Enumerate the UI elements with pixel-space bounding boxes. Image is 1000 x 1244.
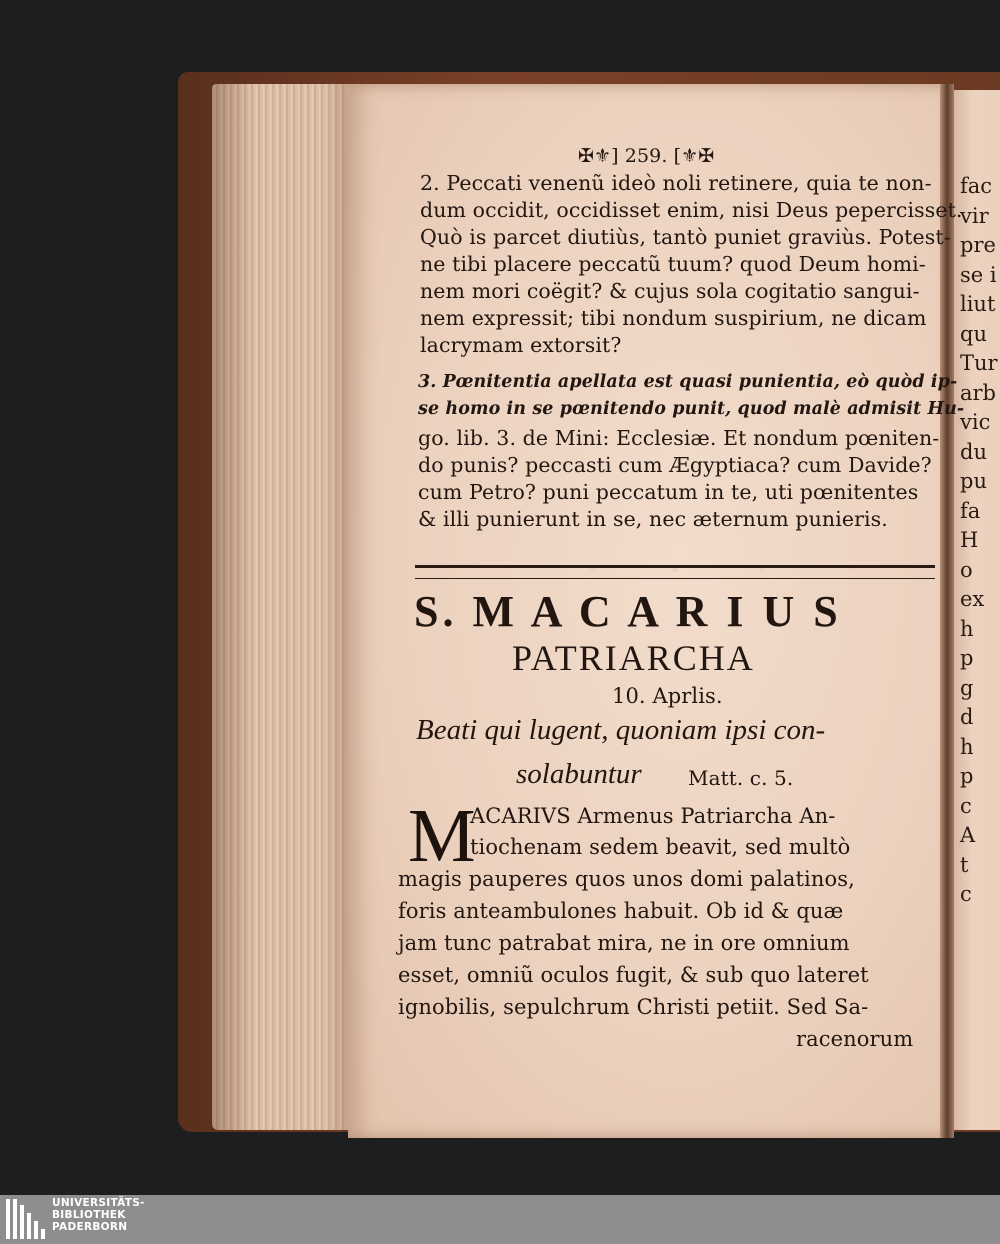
text-line: jam tunc patrabat mira, ne in ore omnium [398,931,850,955]
facing-page-line: g [960,675,974,700]
saint-subtitle: PATRIARCHA [512,638,755,678]
text-line: magis pauperes quos unos domi palatinos, [398,867,855,891]
body-line: tiochenam sedem beavit, sed multò [470,835,851,859]
facing-page-line: fa [960,498,981,523]
facing-page-line: liut [960,292,996,316]
rule-gap [672,568,678,572]
facing-page-line: vic [960,410,991,434]
text-line: do punis? peccasti cum Ægyptiaca? cum Davide? [418,453,932,477]
page-block-shade [212,84,352,1130]
facing-page-line: pu [960,469,987,493]
facing-page-line: d [960,705,974,729]
text-line: 2. Peccati venenũ ideò noli retinere, quia te non- [420,171,932,195]
text-line: dum occidit, occidisset enim, nisi Deus pepercisset. [420,198,963,222]
text-line: 3. Pœnitentia apellata est quasi punientia, eò quòd ip- [418,372,958,392]
text-line: ignobilis, sepulchrum Christi petiit. Sed Sa- [398,995,869,1019]
facing-page-line: Tur [960,351,998,375]
library-name-line-3: PADERBORN [52,1221,128,1233]
motto-line-2: solabuntur [516,758,642,790]
facing-page-line: o [960,557,973,582]
text-line: Quò is parcet diutiùs, tantò puniet graviùs. Potest- [420,225,951,249]
rule-gap [492,568,498,572]
facing-page-line: A [960,823,976,847]
motto-reference: Matt. c. 5. [688,766,794,790]
text-line: & illi punierunt in se, nec æternum punieris. [418,507,888,531]
text-line: go. lib. 3. de Mini: Ecclesiæ. Et nondum pœniten- [418,426,940,450]
facing-page-line: pre [960,233,996,257]
text-line: foris anteambulones habuit. Ob id & quæ [398,899,844,923]
text-line: esset, omniũ oculos fugit, & sub quo lateret [398,963,869,987]
facing-page-line: c [960,882,972,906]
facing-page-line: qu [960,321,987,346]
catchword: racenorum [796,1027,914,1051]
saint-title: S. M A C A R I U S [414,587,842,636]
facing-page-line: ex [960,587,985,611]
text-line: se homo in se pœnitendo punit, quod malè admisit Hu- [418,399,965,419]
page-header: ✠⚜] 259. [⚜✠ [578,145,715,167]
motto-line-1: Beati qui lugent, quoniam ipsi con- [416,714,826,746]
text-line: nem mori coëgit? & cujus sola cogitatio sangui- [420,279,920,303]
facing-page-line: h [960,616,974,641]
facing-page-line: c [960,793,972,818]
facing-page-line: du [960,439,987,464]
text-line: lacrymam extorsit? [420,333,622,357]
facing-page [954,90,1000,1130]
text-line: nem expressit; tibi nondum suspirium, ne dicam [420,306,927,330]
facing-page-line: arb [960,380,997,405]
facing-page-line: p [960,764,974,788]
facing-page-line: t [960,852,969,877]
library-logo-icon [6,1199,46,1239]
facing-page-line: vir [960,203,989,228]
facing-page-line: se i [960,262,997,287]
feast-date: 10. Aprlis. [612,684,723,708]
library-name-line-2: BIBLIOTHEK [52,1209,126,1221]
rule-gap [848,568,854,572]
body-line: ACARIVS Armenus Patriarcha An- [470,804,836,828]
rule-gap [590,568,596,572]
facing-page-line: p [960,646,974,670]
text-line: ne tibi placere peccatũ tuum? quod Deum homi- [420,252,926,276]
drop-cap-initial: M [408,794,476,878]
text-line: cum Petro? puni peccatum in te, uti pœnitentes [418,480,919,504]
library-name-line-1: UNIVERSITÄTS- [52,1197,145,1209]
facing-page-line: H [960,528,979,552]
library-banner [0,1195,1000,1244]
facing-page-line: fac [960,174,993,198]
facing-page-line: h [960,734,974,759]
rule-gap [760,568,766,572]
